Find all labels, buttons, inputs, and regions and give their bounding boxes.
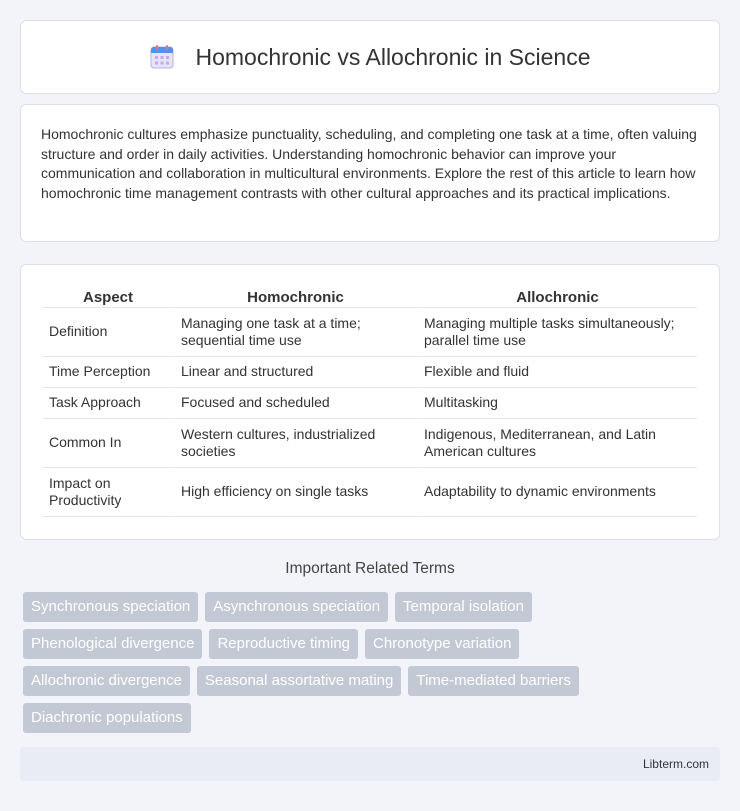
tag-row (23, 703, 723, 733)
comparison-table (43, 287, 697, 517)
table-header-row (43, 287, 697, 308)
cell-aspect: Impact on Productivity (43, 468, 173, 517)
cell-aspect: Definition (43, 308, 173, 357)
tag-seasonal-assortative-mating[interactable]: Seasonal assortative mating (197, 666, 401, 696)
tag-chronotype-variation[interactable]: Chronotype variation (365, 629, 519, 659)
tag-row (23, 666, 723, 696)
tag-asynchronous-speciation[interactable]: Asynchronous speciation (205, 592, 388, 622)
cell-homochronic: Linear and structured (173, 357, 416, 388)
intro-card (20, 104, 720, 242)
tag-phenological-divergence[interactable]: Phenological divergence (23, 629, 202, 659)
cell-homochronic: Focused and scheduled (173, 388, 416, 419)
header-card (20, 20, 720, 94)
tag-time-mediated-barriers[interactable]: Time-mediated barriers (408, 666, 579, 696)
cell-homochronic: Managing one task at a time; sequential time use (173, 308, 416, 357)
footer-site-link[interactable]: Libterm.com (642, 757, 709, 771)
header-allochronic: Allochronic (416, 287, 697, 308)
header-aspect: Aspect (43, 287, 173, 308)
page-title: Homochronic vs Allochronic in Science (195, 43, 591, 70)
table-row (43, 419, 697, 468)
cell-allochronic: Managing multiple tasks simultaneously; parallel time use (416, 308, 697, 357)
tag-row (23, 592, 723, 622)
cell-aspect: Time Perception (43, 357, 173, 388)
cell-homochronic: Western cultures, industrialized societies (173, 419, 416, 468)
cell-aspect: Task Approach (43, 388, 173, 419)
intro-text: Homochronic cultures emphasize punctuality, scheduling, and completing one task at a time, often valuing structure and order in daily activities. Understanding homochronic behavior can improve your communication and collaboration in multicultural environments. Explore the rest of this article to learn how homochronic time management contrasts with other cultural approaches and its practical implications. (41, 126, 697, 201)
header-homochronic: Homochronic (173, 287, 416, 308)
tag-row (23, 629, 723, 659)
tag-allochronic-divergence[interactable]: Allochronic divergence (23, 666, 190, 696)
tag-reproductive-timing[interactable]: Reproductive timing (209, 629, 358, 659)
table-row (43, 468, 697, 517)
cell-allochronic: Indigenous, Mediterranean, and Latin American cultures (416, 419, 697, 468)
cell-homochronic: High efficiency on single tasks (173, 468, 416, 517)
cell-allochronic: Adaptability to dynamic environments (416, 468, 697, 517)
related-terms-list (23, 592, 723, 740)
cell-allochronic: Multitasking (416, 388, 697, 419)
tag-diachronic-populations[interactable]: Diachronic populations (23, 703, 191, 733)
comparison-card (20, 264, 720, 540)
tag-temporal-isolation[interactable]: Temporal isolation (395, 592, 532, 622)
cell-aspect: Common In (43, 419, 173, 468)
cell-allochronic: Flexible and fluid (416, 357, 697, 388)
table-row (43, 308, 697, 357)
footer (20, 747, 720, 781)
table-row (43, 357, 697, 388)
tag-synchronous-speciation[interactable]: Synchronous speciation (23, 592, 198, 622)
calendar-icon (149, 44, 175, 70)
related-terms-title: Important Related Terms (285, 560, 455, 577)
table-row (43, 388, 697, 419)
